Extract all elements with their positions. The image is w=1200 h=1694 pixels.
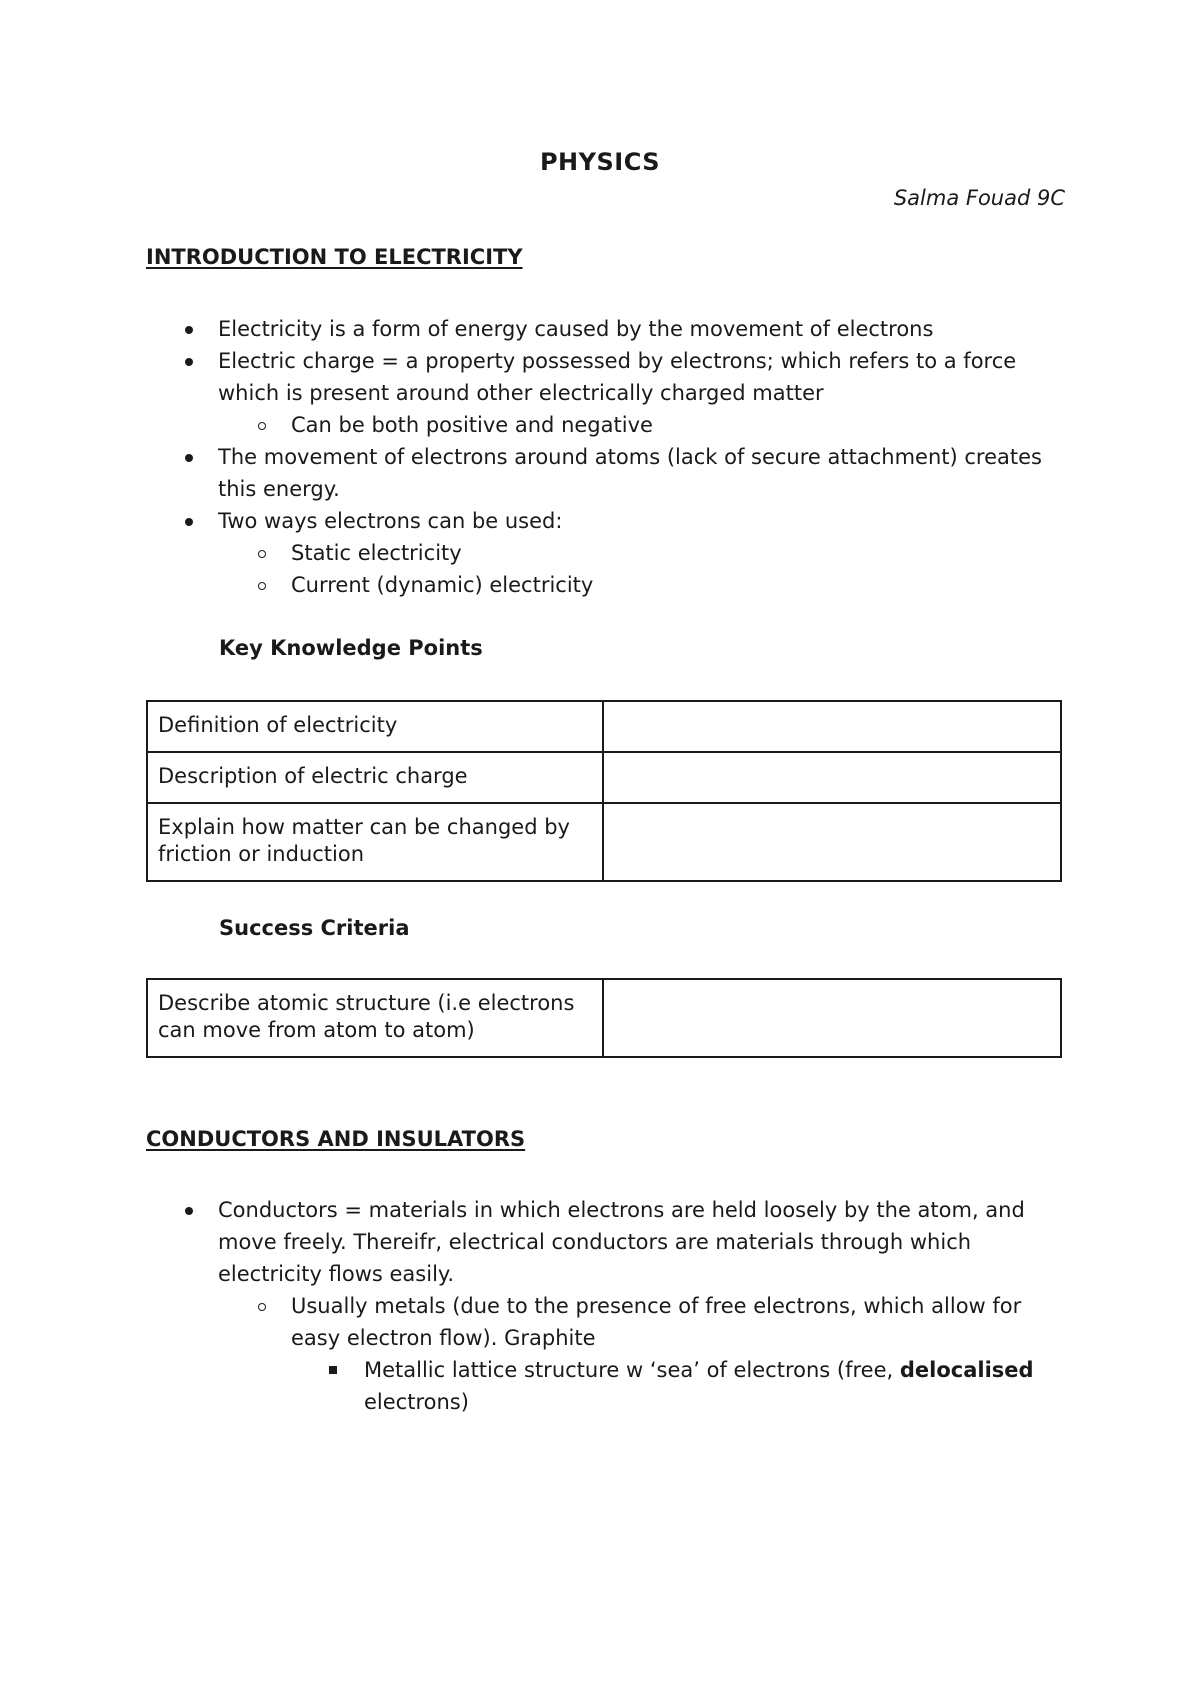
table-cell-label: Explain how matter can be changed by friction or induction [147, 803, 603, 881]
list-item [291, 537, 1076, 569]
bullet-circle-icon [258, 582, 266, 590]
list-item [218, 1194, 1046, 1290]
list-item [291, 409, 1076, 441]
list-item [218, 441, 1076, 505]
section-heading-conductors: CONDUCTORS AND INSULATORS [146, 1127, 526, 1151]
list-item-text [364, 1358, 1034, 1414]
conductors-bullet-list [146, 1194, 1046, 1418]
list-item [364, 1354, 1046, 1418]
bullet-circle-icon [258, 1303, 266, 1311]
table-cell-label: Description of electric charge [147, 752, 603, 803]
page-title: PHYSICS [539, 148, 661, 176]
list-item-text: Conductors = materials in which electrons are held loosely by the atom, and move freely. Thereifr, electrical conductors are materials through which electricity flows easily. [218, 1198, 1025, 1286]
bullet-square-icon [329, 1366, 337, 1374]
author-name: Salma Fouad 9C [893, 186, 1065, 210]
table-row [147, 979, 1061, 1057]
text-suffix: electrons) [364, 1390, 469, 1414]
list-item-text: Electricity is a form of energy caused by the movement of electrons [218, 317, 934, 341]
list-item-text: Static electricity [291, 541, 462, 565]
table-cell-answer [603, 701, 1061, 752]
section-heading-electricity: INTRODUCTION TO ELECTRICITY [146, 245, 523, 269]
table-row [147, 701, 1061, 752]
list-item [218, 345, 1076, 409]
text-prefix: Metallic lattice structure w ‘sea’ of electrons (free, [364, 1358, 900, 1382]
bullet-circle-icon [258, 550, 266, 558]
table-cell-answer [603, 803, 1061, 881]
list-item [291, 1290, 1046, 1354]
success-criteria-heading: Success Criteria [219, 916, 410, 940]
table-cell-label: Definition of electricity [147, 701, 603, 752]
table-cell-answer [603, 752, 1061, 803]
list-item-text: Can be both positive and negative [291, 413, 653, 437]
list-item [291, 569, 1076, 601]
bullet-dot-icon [185, 326, 193, 334]
table-cell-answer [603, 979, 1061, 1057]
list-item [218, 505, 1076, 537]
success-criteria-table [146, 978, 1062, 1058]
key-knowledge-table [146, 700, 1062, 882]
table-row [147, 803, 1061, 881]
bold-term: delocalised [899, 1358, 1034, 1382]
list-item-text: Current (dynamic) electricity [291, 573, 594, 597]
electricity-bullet-list [146, 313, 1076, 601]
bullet-dot-icon [185, 454, 193, 462]
key-knowledge-heading: Key Knowledge Points [219, 636, 483, 660]
bullet-dot-icon [185, 518, 193, 526]
list-item-text: Usually metals (due to the presence of free electrons, which allow for easy electron flow). Graphite [291, 1294, 1022, 1350]
list-item [218, 313, 1076, 345]
list-item-text: The movement of electrons around atoms (lack of secure attachment) creates this energy. [218, 445, 1042, 501]
list-item-text: Two ways electrons can be used: [218, 509, 563, 533]
table-row [147, 752, 1061, 803]
bullet-dot-icon [185, 358, 193, 366]
bullet-circle-icon [258, 422, 266, 430]
table-cell-label: Describe atomic structure (i.e electrons can move from atom to atom) [147, 979, 603, 1057]
bullet-dot-icon [185, 1207, 193, 1215]
list-item-text: Electric charge = a property possessed by electrons; which refers to a force which is present around other electrically charged matter [218, 349, 1017, 405]
